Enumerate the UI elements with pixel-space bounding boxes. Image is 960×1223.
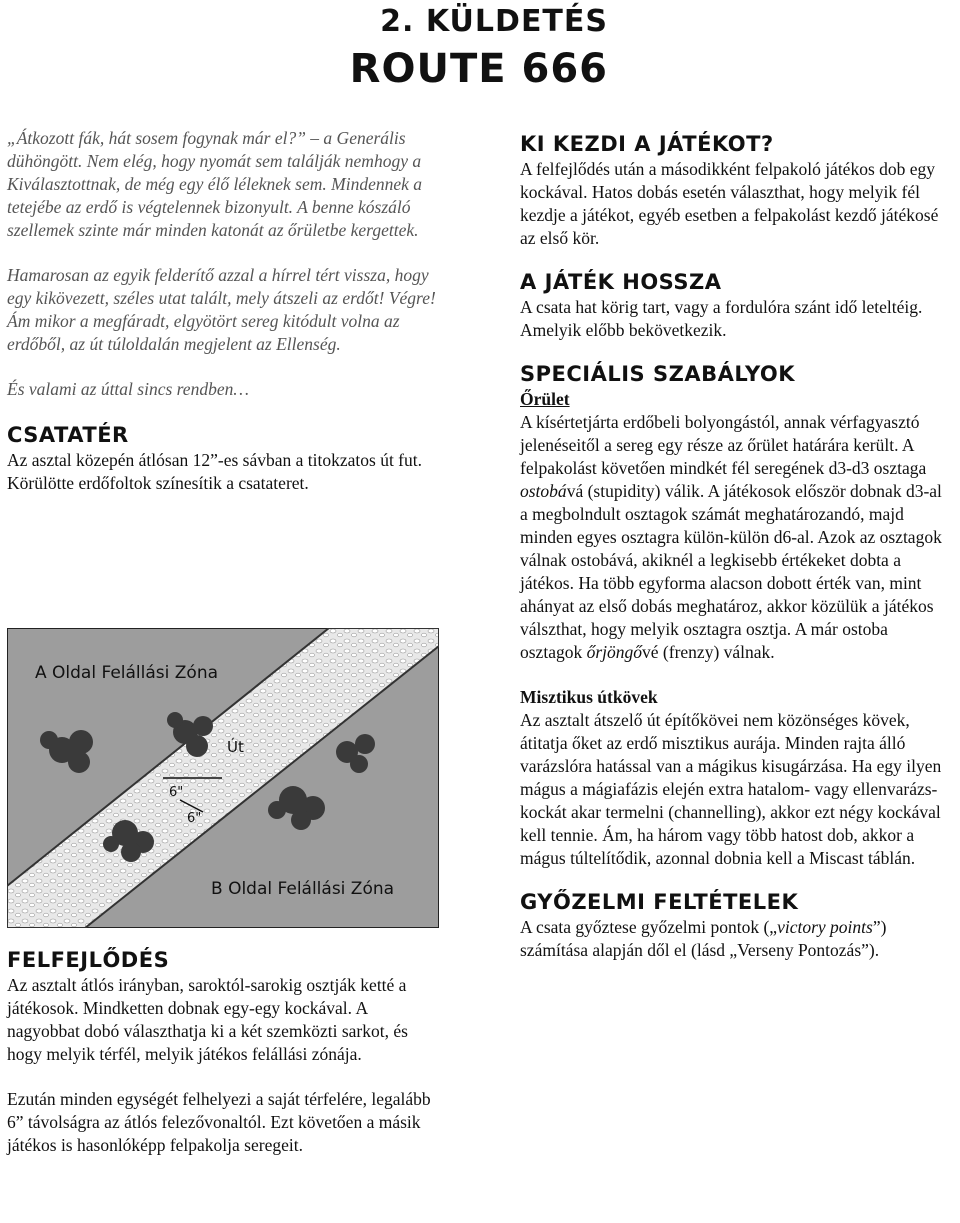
- distance-label-2: 6": [187, 811, 202, 826]
- left-column-top: [7, 127, 439, 495]
- road-label: Út: [227, 738, 244, 756]
- section-title-spec: SPECIÁLIS SZABÁLYOK: [520, 362, 796, 386]
- left-column-bottom: [7, 946, 439, 1157]
- hossz-text: A csata hat körig tart, vagy a fordulóra szánt idő leteltéig. Amelyik előbb bekövetkezik.: [520, 297, 923, 340]
- kikezd-text: A felfejlődés után a másodikként felpakoló játékos dob egy kockával. Hatos dobás esetén választhat, hogy melyik fél kezdje a játékot, egyéb esetben a felpakolást kezdő játékosé az első kör.: [520, 159, 939, 248]
- mission-number: 2. KÜLDETÉS: [380, 4, 608, 39]
- zone-b-label: B Oldal Felállási Zóna: [211, 879, 395, 899]
- section-title-hossz: A JÁTÉK HOSSZA: [520, 270, 722, 294]
- intro-paragraph-2: Hamarosan az egyik felderítő azzal a hírrel tért vissza, hogy egy kikövezett, széles utat talált, mely átszeli az erdőt! Végre! Ám mikor a megfáradt, elgyötört sereg kitódult volna az erdőből, az út túloldalán megjelent az Ellenség.: [7, 265, 436, 354]
- felfejlodes-text-1: Az asztalt átlós irányban, saroktól-sarokig osztják ketté a játékosok. Mindketten dobnak egy-egy kockával. A nagyobbat dobó választhatja ki a két szemközti sarkot, és hogy melyik térfél, melyik játékos felállási zónája.: [7, 975, 408, 1064]
- subsection-title-orulet: Őrület: [520, 389, 570, 409]
- section-title-csatater: CSATATÉR: [7, 423, 129, 447]
- distance-label-1: 6": [169, 785, 184, 800]
- battlefield-map: [7, 628, 439, 928]
- intro-paragraph-1: „Átkozott fák, hát sosem fogynak már el?” – a Generális dühöngött. Nem elég, hogy nyomát sem találják nemhogy a Kiválasztottnak, de még egy élő léleknek sem. Mindennek a tetejébe az erdő is végtelennek bizonyult. A benne kószáló szellemek szinte már minden katonát az őrületbe kergettek.: [7, 128, 422, 240]
- right-column: [520, 130, 952, 962]
- battlefield-map-svg: [7, 628, 439, 928]
- misztikus-text: Az asztalt átszelő út építőkövei nem közönséges kövek, átitatja őket az erdő misztikus aurája. Minden rajta álló varázslóra hatással van a mágikus kisugárzása. Ha egy ilyen mágus a mágiafázis elején extra hatalom- vagy ellenvarázs-kockát akar termelni (channelling), akkor ezt négy kockával kell tennie. Ám, ha három vagy több hatost dob, akkor a mágus túltelítődik, azonnal dobnia kell a Miscast táblán.: [520, 710, 942, 868]
- subsection-title-misztikus: Misztikus útkövek: [520, 687, 658, 707]
- felfejlodes-text-2: Ezután minden egységét felhelyezi a saját térfelére, legalább 6” távolságra az átlós felezővonaltól. Ezt követően a másik játékos is hasonlóképp felpakolja seregeit.: [7, 1089, 431, 1155]
- intro-paragraph-3: És valami az úttal sincs rendben…: [7, 379, 249, 399]
- orulet-text: A kísértetjárta erdőbeli bolyongástól, annak vérfagyasztó jelenéseitől a sereg egy része az őrület határára került. A felpakolást követően mindkét fél seregének d3-d3 osztaga ostobává (stupidity) válik. A játékosok először dobnak d3-al a megbolndult osztagok számát meghatározandó, majd minden egyes osztagra külön-külön d6-al. Azok az osztagok válnak ostobává, akiknél a legkisebb értékeket dobta a játékos. Ha több egyforma alacson dobott érték van, mint ahányat az első dobás meghatároz, akkor közülük a játékos válszthat, hogy melyik osztagra osztja. A már ostoba osztagok őrjöngővé (frenzy) válnak.: [520, 412, 942, 662]
- page-title: ROUTE 666: [349, 46, 608, 92]
- zone-a-label: A Oldal Felállási Zóna: [35, 663, 219, 683]
- csatater-text: Az asztal közepén átlósan 12”-es sávban a titokzatos út fut. Körülötte erdőfoltok színesítik a csatateret.: [7, 450, 422, 493]
- section-title-kikezd: KI KEZDI A JÁTÉKOT?: [520, 132, 774, 156]
- section-title-gyozelmi: GYŐZELMI FELTÉTELEK: [520, 890, 799, 914]
- section-title-felfejlodes: FELFEJLŐDÉS: [7, 948, 170, 972]
- gyozelmi-text: A csata győztese győzelmi pontok („victory points”) számítása alapján dől el (lásd „Verseny Pontozás”).: [520, 917, 887, 960]
